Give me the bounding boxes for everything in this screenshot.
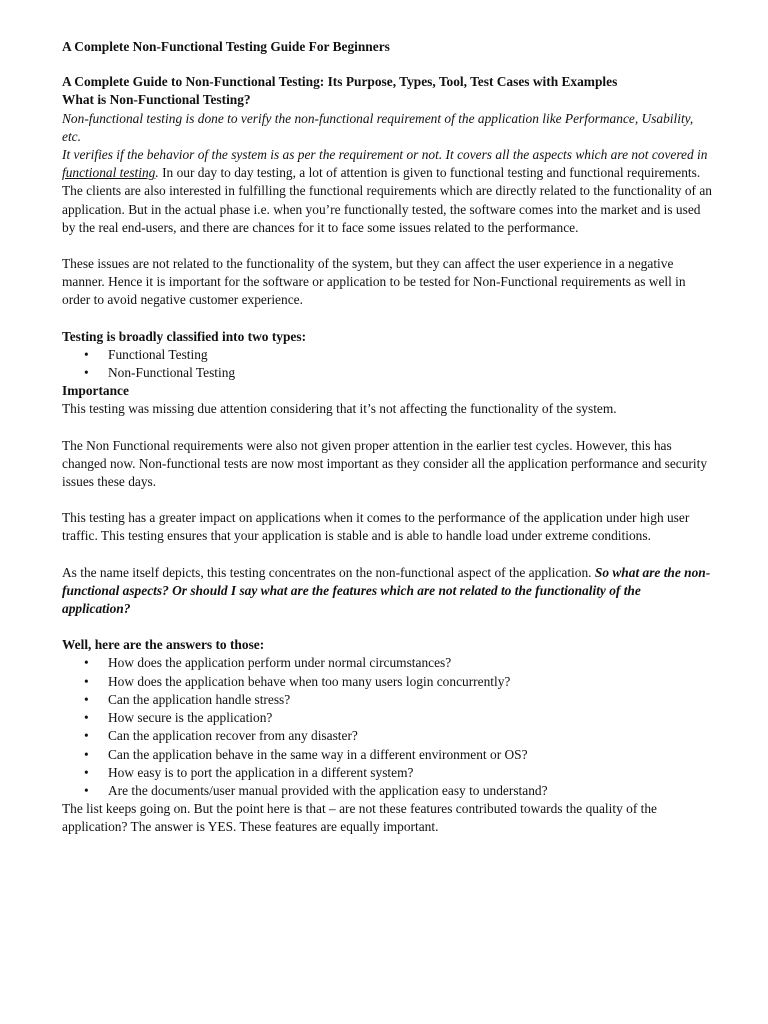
list-item	[62, 346, 712, 364]
bullet-icon: •	[84, 710, 89, 726]
list-item	[62, 746, 712, 764]
spacer	[62, 491, 712, 509]
functional-testing-link[interactable]: functional testing	[62, 165, 156, 181]
list-item-text: Are the documents/user manual provided with the application easy to understand?	[108, 782, 548, 798]
definition-line-1: Non-functional testing is done to verify the non-functional requirement of the application like Performance, Usability, etc.	[62, 110, 694, 144]
list-item-text: Can the application recover from any disaster?	[108, 728, 358, 744]
list-item	[62, 364, 712, 382]
list-item-text: Can the application behave in the same way in a different environment or OS?	[108, 746, 528, 762]
spacer	[62, 56, 712, 73]
types-list	[62, 346, 712, 382]
list-item	[62, 654, 712, 672]
spacer	[62, 237, 712, 255]
bullet-icon: •	[84, 691, 89, 707]
list-item	[62, 691, 712, 709]
spacer	[62, 546, 712, 564]
definition-text: It verifies if the behavior of the system is as per the requirement or not. It covers all the aspects which are not covered in	[62, 147, 708, 163]
name-depicts-text: As the name itself depicts, this testing concentrates on the non-functional aspect of the application.	[62, 564, 595, 580]
bullet-icon: •	[84, 346, 89, 362]
clients-paragraph: The clients are also interested in fulfilling the functional requirements which are directly related to the functionality of an application. But in the actual phase i.e. when you’re functionally tested, the software comes into the market and is used by the real end-users, and there are chances for it to face some issues related to the performance.	[62, 183, 712, 235]
list-item	[62, 709, 712, 727]
list-item-text: How secure is the application?	[108, 710, 273, 726]
spacer	[62, 419, 712, 437]
answers-list	[62, 654, 712, 800]
list-item-text: How easy is to port the application in a different system?	[108, 764, 414, 780]
final-paragraph: The list keeps going on. But the point here is that – are not these features contributed towards the quality of the application? The answer is YES. These features are equally important.	[62, 801, 657, 835]
name-depicts-question: So what are the non-functional aspects? Or should I say what are the features which are not related to the functionality of the application?	[62, 564, 711, 617]
importance-heading: Importance	[62, 383, 129, 399]
list-item-text: Functional Testing	[108, 346, 208, 362]
definition-paragraph	[62, 146, 712, 182]
answers-heading: Well, here are the answers to those:	[62, 637, 265, 653]
bullet-icon: •	[84, 655, 89, 671]
definition-normal-text: In our day to day testing, a lot of attention is given to functional testing and functional requirements.	[158, 165, 701, 181]
list-item	[62, 673, 712, 691]
spacer	[62, 618, 712, 636]
section-heading-what: What is Non-Functional Testing?	[62, 92, 251, 108]
issues-paragraph: These issues are not related to the functionality of the system, but they can affect the user experience in a negative manner. Hence it is important for the software or application to be tested for Non-Functional requirements as well in order to avoid negative customer experience.	[62, 256, 686, 308]
nonfunctional-paragraph: The Non Functional requirements were also not given proper attention in the earlier test cycles. However, this has changed now. Non-functional tests are now most important as they consider all the application performance and security issues these days.	[62, 437, 708, 490]
document-page	[62, 38, 712, 837]
list-item-text: How does the application perform under normal circumstances?	[108, 655, 452, 671]
list-item	[62, 782, 712, 800]
list-item-text: How does the application behave when too many users login concurrently?	[108, 673, 511, 689]
types-heading: Testing is broadly classified into two types:	[62, 328, 307, 344]
importance-paragraph: This testing was missing due attention considering that it’s not affecting the functionality of the system.	[62, 401, 617, 417]
bullet-icon: •	[84, 728, 89, 744]
article-subtitle: A Complete Guide to Non-Functional Testing: Its Purpose, Types, Tool, Test Cases with Examples	[62, 74, 618, 90]
bullet-icon: •	[84, 365, 89, 381]
list-item	[62, 727, 712, 745]
name-depicts-paragraph	[62, 564, 712, 619]
bullet-icon: •	[84, 782, 89, 798]
spacer	[62, 310, 712, 328]
list-item-text: Can the application handle stress?	[108, 691, 291, 707]
bullet-icon: •	[84, 764, 89, 780]
definition-period: .	[155, 165, 159, 181]
impact-paragraph: This testing has a greater impact on applications when it comes to the performance of the application under high user traffic. This testing ensures that your application is stable and is able to handle load under extreme conditions.	[62, 510, 690, 544]
bullet-icon: •	[84, 746, 89, 762]
document-title: A Complete Non-Functional Testing Guide For Beginners	[62, 39, 390, 54]
list-item-text: Non-Functional Testing	[108, 365, 236, 381]
list-item	[62, 764, 712, 782]
bullet-icon: •	[84, 673, 89, 689]
